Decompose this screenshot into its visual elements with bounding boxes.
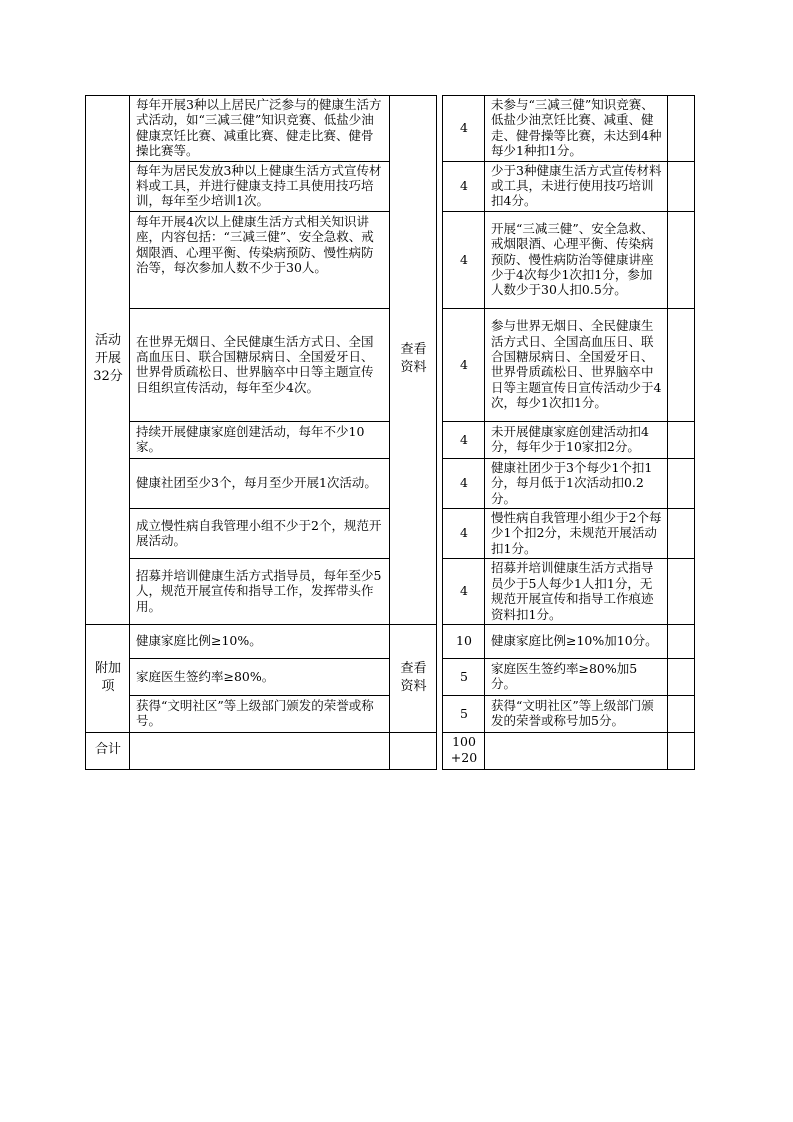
- remark-cell: [668, 624, 695, 658]
- score-cell: 4: [443, 458, 485, 508]
- content-cell: 健康社团至少3个，每月至少开展1次活动。: [130, 458, 390, 508]
- deduction-cell: 获得“文明社区”等上级部门颁发的荣誉或称号加5分。: [485, 695, 668, 732]
- deduction-cell: 招募并培训健康生活方式指导员少于5人每少1人扣1分，无规范开展宣传和指导工作痕迹资料扣1分。: [485, 559, 668, 625]
- content-cell: 在世界无烟日、全民健康生活方式日、全国高血压日、联合国糖尿病日、全国爱牙日、世界骨质疏松日、世界脑卒中日等主题宣传日组织宣传活动，每年至少4次。: [130, 308, 390, 421]
- total-score: 100+20: [443, 732, 485, 769]
- remark-cell: [668, 509, 695, 559]
- content-cell: 家庭医生签约率≥80%。: [130, 658, 390, 695]
- remark-cell: [668, 695, 695, 732]
- content-cell: 每年为居民发放3种以上健康生活方式宣传材料或工具，并进行健康支持工具使用技巧培训，每年至少培训1次。: [130, 161, 390, 211]
- content-cell: 招募并培训健康生活方式指导员，每年至少5人，规范开展宣传和指导工作，发挥带头作用。: [130, 559, 390, 625]
- score-cell: 10: [443, 624, 485, 658]
- score-cell: 4: [443, 509, 485, 559]
- deduction-cell: 慢性病自我管理小组少于2个每少1个扣2分，未规范开展活动扣1分。: [485, 509, 668, 559]
- content-cell: 每年开展4次以上健康生活方式相关知识讲座，内容包括：“三减三健”、安全急救、戒烟限酒、心理平衡、传染病预防、慢性病防治等，每次参加人数不少于30人。: [130, 211, 390, 308]
- remark-cell: [668, 211, 695, 308]
- remark-cell: [668, 96, 695, 162]
- score-cell: 4: [443, 308, 485, 421]
- category-bonus: 附加项: [94, 660, 121, 694]
- score-cell: 5: [443, 695, 485, 732]
- score-cell: 4: [443, 211, 485, 308]
- deduction-cell: 健康家庭比例≥10%加10分。: [485, 624, 668, 658]
- category-cell: [86, 96, 130, 625]
- deduction-cell: 未参与“三减三健”知识竞赛、低盐少油烹饪比赛、减重、健走、健骨操等比赛，未达到4种每少1种扣1分。: [485, 96, 668, 162]
- score-cell: 4: [443, 96, 485, 162]
- method-cell: 查看资料: [390, 624, 437, 732]
- table-row: [86, 624, 695, 658]
- category-cell: [86, 624, 130, 732]
- content-cell: 成立慢性病自我管理小组不少于2个，规范开展活动。: [130, 509, 390, 559]
- content-cell: [130, 732, 390, 769]
- table-row: [86, 96, 695, 162]
- scoring-table: [85, 95, 695, 770]
- deduction-cell: 参与世界无烟日、全民健康生活方式日、全国高血压日、联合国糖尿病日、全国爱牙日、世界骨质疏松日、世界脑卒中日等主题宣传日宣传活动少于4次，每少1次扣1分。: [485, 308, 668, 421]
- score-cell: 4: [443, 161, 485, 211]
- deduction-cell: 少于3种健康生活方式宣传材料或工具，未进行使用技巧培训扣4分。: [485, 161, 668, 211]
- remark-cell: [668, 421, 695, 458]
- content-cell: 获得“文明社区”等上级部门颁发的荣誉或称号。: [130, 695, 390, 732]
- content-cell: 健康家庭比例≥10%。: [130, 624, 390, 658]
- method-cell: 查看资料: [390, 96, 437, 625]
- score-cell: 4: [443, 559, 485, 625]
- deduction-cell: 未开展健康家庭创建活动扣4分，每年少于10家扣2分。: [485, 421, 668, 458]
- deduction-cell: 健康社团少于3个每少1个扣1分，每月低于1次活动扣0.2分。: [485, 458, 668, 508]
- total-row: [86, 732, 695, 769]
- remark-cell: [668, 161, 695, 211]
- category-activity: 活动开展32分: [93, 333, 123, 385]
- content-cell: 每年开展3种以上居民广泛参与的健康生活方式活动，如“三减三健”知识竞赛、低盐少油健康烹饪比赛、减重比赛、健走比赛、健骨操比赛等。: [130, 96, 390, 162]
- score-cell: 4: [443, 421, 485, 458]
- method-cell: [390, 732, 437, 769]
- content-cell: 持续开展健康家庭创建活动，每年不少10家。: [130, 421, 390, 458]
- total-label: 合计: [86, 732, 130, 769]
- deduction-cell: [485, 732, 668, 769]
- remark-cell: [668, 458, 695, 508]
- remark-cell: [668, 732, 695, 769]
- deduction-cell: 家庭医生签约率≥80%加5分。: [485, 658, 668, 695]
- deduction-cell: 开展“三减三健”、安全急救、戒烟限酒、心理平衡、传染病预防、慢性病防治等健康讲座少于4次每少1次扣1分，参加人数少于30人扣0.5分。: [485, 211, 668, 308]
- remark-cell: [668, 308, 695, 421]
- remark-cell: [668, 559, 695, 625]
- remark-cell: [668, 658, 695, 695]
- score-cell: 5: [443, 658, 485, 695]
